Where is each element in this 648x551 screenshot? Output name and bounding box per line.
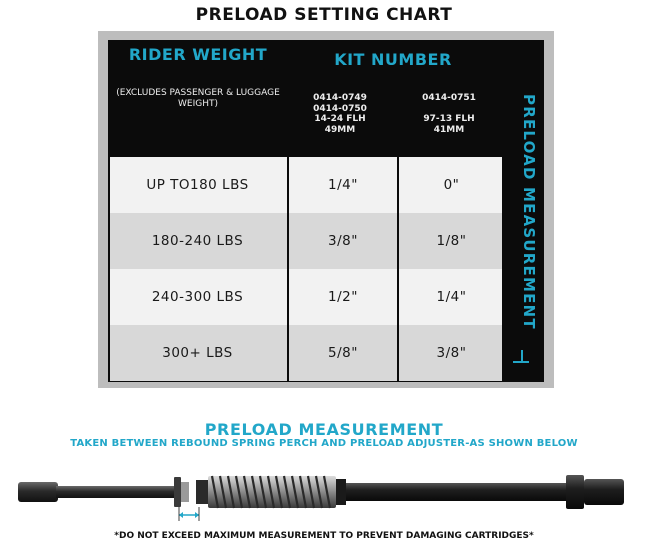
weight-cell: 240-300 LBS <box>151 289 244 305</box>
kit-1-fit: 14-24 FLH <box>314 114 366 124</box>
kit2-cell: 1/8" <box>397 213 504 269</box>
preload-measurement-side-label: PRELOAD MEASUREMENT <box>520 94 538 330</box>
kit1-cell: 3/8" <box>287 213 397 269</box>
kit2-cell: 0" <box>397 157 504 213</box>
cartridge-diagram <box>0 455 648 533</box>
measurement-subtitle: TAKEN BETWEEN REBOUND SPRING PERCH AND PRELOAD ADJUSTER-AS SHOWN BELOW <box>70 438 578 449</box>
weight-cell: 180-240 LBS <box>151 233 244 249</box>
spring-stop <box>336 479 346 505</box>
table-row <box>110 157 502 213</box>
kit-column-2 <box>396 93 502 135</box>
footnote: *DO NOT EXCEED MAXIMUM MEASUREMENT TO PREVENT DAMAGING CARTRIDGES* <box>114 531 534 541</box>
kit-2-fit: 97-13 FLH <box>423 114 475 124</box>
kit-number-header: KIT NUMBER <box>334 50 452 69</box>
table-row <box>110 213 502 269</box>
weight-cell: 300+ LBS <box>162 345 233 361</box>
kit-2-size: 41MM <box>433 124 465 135</box>
spacer <box>181 482 189 502</box>
chart-title: PRELOAD SETTING CHART <box>195 5 453 25</box>
cartridge-rod-end <box>18 482 176 502</box>
weight-cell: UP TO180 LBS <box>146 177 249 193</box>
kit1-cell: 1/2" <box>287 269 397 325</box>
cartridge-cap <box>566 475 584 509</box>
kit1-cell: 5/8" <box>287 325 397 381</box>
kit-1-parts: 0414-0749 0414-0750 <box>313 93 367 114</box>
cartridge-end <box>584 479 624 505</box>
kit-1-size: 49MM <box>324 124 356 135</box>
measurement-title: PRELOAD MEASUREMENT <box>204 420 444 439</box>
kit-2-parts: 0414-0751 <box>422 93 476 103</box>
rider-weight-note: (EXCLUDES PASSENGER & LUGGAGE WEIGHT) <box>116 88 280 109</box>
kit-column-1 <box>286 93 394 135</box>
preload-adjuster <box>196 480 208 504</box>
table-row <box>110 269 502 325</box>
measure-marker-horizontal <box>513 361 529 363</box>
rebound-spring-perch <box>174 477 181 507</box>
kit2-cell: 1/4" <box>397 269 504 325</box>
cartridge-tube <box>346 483 566 501</box>
table-row <box>110 325 502 381</box>
kit2-cell: 3/8" <box>397 325 504 381</box>
kit1-cell: 1/4" <box>287 157 397 213</box>
rider-weight-header: RIDER WEIGHT <box>128 45 268 64</box>
